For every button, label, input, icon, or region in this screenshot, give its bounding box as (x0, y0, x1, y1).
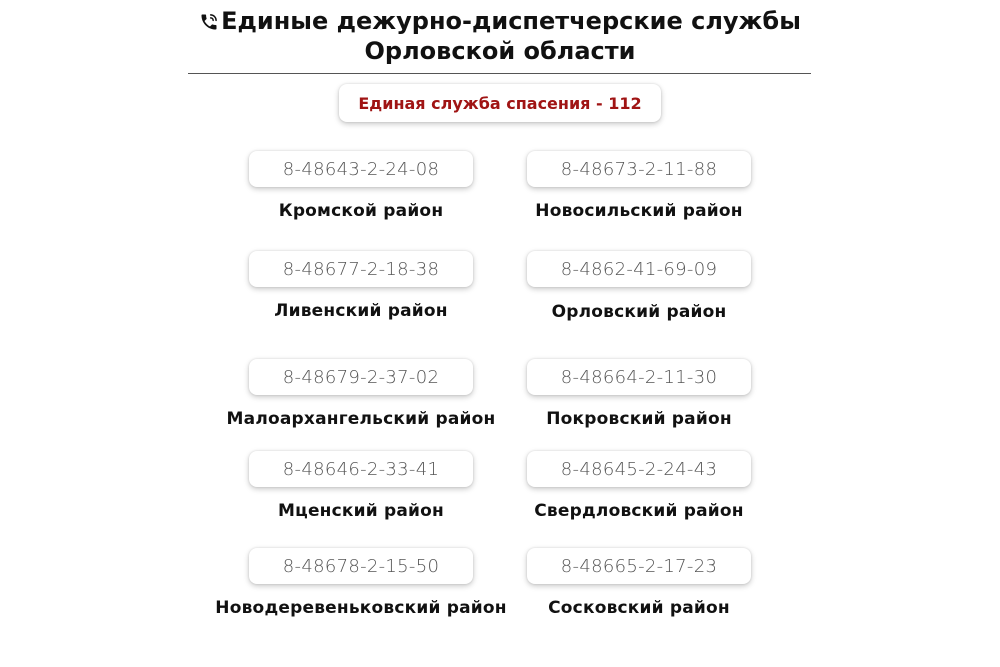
phone-number-box[interactable]: 8-48665-2-17-23 (527, 548, 751, 584)
district-label: Покровский район (546, 409, 732, 429)
phone-number-box[interactable]: 8-48673-2-11-88 (527, 151, 751, 187)
district-label: Малоархангельский район (226, 409, 496, 429)
phone-number-box[interactable]: 8-4862-41-69-09 (527, 251, 751, 287)
district-label: Новосильский район (535, 201, 743, 221)
phone-number-box[interactable]: 8-48677-2-18-38 (249, 251, 473, 287)
title-text-1: Единые дежурно-диспетчерские службы (221, 7, 801, 35)
phone-number-box[interactable]: 8-48643-2-24-08 (249, 151, 473, 187)
title-line-1 (199, 7, 801, 35)
rescue-service-badge[interactable]: Единая служба спасения - 112 (339, 84, 661, 122)
district-label: Ливенский район (274, 301, 448, 321)
district-label: Мценский район (278, 501, 444, 521)
phone-number-box[interactable]: 8-48646-2-33-41 (249, 451, 473, 487)
phone-icon (199, 11, 219, 33)
district-label: Свердловский район (534, 501, 744, 521)
phone-number-box[interactable]: 8-48679-2-37-02 (249, 359, 473, 395)
phone-number-box[interactable]: 8-48678-2-15-50 (249, 548, 473, 584)
district-label: Сосковский район (548, 598, 730, 618)
phone-number-box[interactable]: 8-48664-2-11-30 (527, 359, 751, 395)
title-line-2: Орловской области (364, 37, 636, 65)
district-label: Новодеревеньковский район (215, 598, 507, 618)
phone-number-box[interactable]: 8-48645-2-24-43 (527, 451, 751, 487)
page-title (0, 6, 1000, 66)
district-label: Орловский район (551, 302, 727, 322)
district-label: Кромской район (278, 201, 444, 221)
header-divider (188, 73, 811, 74)
